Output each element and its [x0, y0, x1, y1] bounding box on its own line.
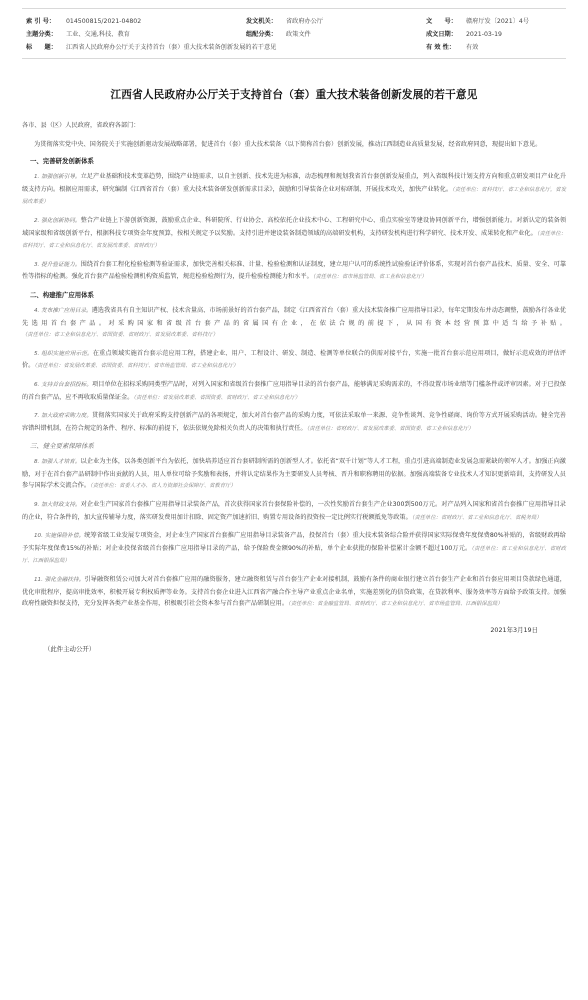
article-lead: 4. 发布推广应用目录。 — [34, 307, 92, 314]
article-paragraph — [22, 171, 566, 209]
article-lead: 6. 支持首台套招投标。 — [34, 381, 92, 388]
article-text: 立足产业基础和技术变革趋势，围绕产业链需求，以自主创新、技术先进为标准，动态梳理和规划我省首台套创新发展重点，列入省级科技计划支持方向和重点研发项目产业化升级支持方向。根据应用需求，研究编制《江西省首台（套）重大技术装备研发创新需求目录》，鼓励和引导装备企业对标研制、开展技术攻关，加快产业转化。 — [22, 173, 567, 193]
meta-value: 2021-03-19 — [466, 31, 502, 38]
article-text: 在重点领域实施首台套示范应用工程，搭建企业、用户、工程设计、研发、制造、检测等单位联合的供需对接平台，实施一批首台套示范应用项目，做好示范成效的评估评价。 — [22, 349, 566, 370]
responsible-units: （责任单位：省工业和信息化厅、省财政厅、江西银保监局） — [22, 545, 566, 565]
article-paragraph — [22, 530, 566, 568]
intro-paragraph: 为贯彻落实党中央、国务院关于实施创新驱动发展战略部署，促进首台（套）重大技术装备（以下简称首台套）创新发展，推动江西制造业高质量发展，经省政府同意，现提出如下意见。 — [34, 140, 542, 148]
responsible-units: （责任单位：省科技厅、省工业和信息化厅、省发展改革委、省财政厅） — [22, 230, 566, 250]
responsible-units: （责任单位：省工业和信息化厅、省国资委、省财政厅、省发展改革委、省科技厅） — [22, 332, 218, 339]
meta-row — [26, 28, 562, 41]
meta-value: 有效 — [466, 44, 479, 51]
article-lead: 3. 提升验证能力。 — [34, 261, 81, 268]
article-paragraph — [22, 410, 566, 435]
meta-key: 主题分类： — [26, 31, 57, 38]
article-lead: 2. 强化创新协同。 — [34, 217, 81, 224]
responsible-units: （责任单位：省金融监管局、省财政厅、省工业和信息化厅、省市场监管局、江西银保监局） — [288, 601, 503, 608]
article-lead: 11. 强化金融扶持。 — [34, 577, 85, 584]
responsible-units: （责任单位：省科技厅、省工业和信息化厅，省发展改革委） — [22, 186, 566, 206]
article-text: 贯彻落实国家关于政府采购支持创新产品的各项规定，加大对首台套产品的采购力度，可依法采取单一来源、竞争性谈判、竞争性磋商、询价等方式开展采购活动。健全完善容错纠错机制，在符合规定的条件、程序、标准的前提下，依法依规免除相关负责人的决策和执行责任。 — [22, 412, 566, 432]
meta-row — [26, 41, 562, 54]
article-paragraph — [22, 305, 566, 342]
article-text: 遴选我省具有自主知识产权、技术含量高、市场前景好的首台套产品，制定《江西省首台（套）重大技术装备推广应用指导目录》，每年定期发布并动态调整，鼓励各行各业优先选用首台套产品。对采购国家和省级首台套产品的省属国有企业，在依法合规的前提下，从国有资本经营预算中适当给予补贴。 — [22, 306, 566, 327]
responsible-units: （责任单位：省发展改革委、省国资委、省财政厅、省工业和信息化厅） — [133, 394, 301, 401]
article-lead: 10. 实施保险补偿。 — [34, 533, 85, 540]
article-text: 整合产业链上下游创新资源，鼓励重点企业、科研院所、行业协会、高校依托企业技术中心、工程研究中心、重点实验室等建设协同创新平台，增强创新能力。对新认定的装备领域国家级和省级创新平台，根据科技专项资金年度预算，按相关规定予以奖励。支持引进并建设装备制造领域的高端研发机构，支持研发机构进行科学研究、技术开发、成果转化和产业化。 — [22, 216, 567, 237]
article-paragraph — [22, 379, 566, 404]
article-paragraph — [22, 215, 566, 253]
article-paragraph — [22, 348, 566, 373]
meta-key: 有 效 性： — [426, 44, 456, 51]
article-text: 以企业为主体，以各类创新平台为依托，加快培养适应首台套研制所需的创新型人才。依托省“双千计划”等人才工程，重点引进高端制造业发展急需紧缺的领军人才。加强正向激励，对于在首台套产品研制中作出贡献的人员，用人单位可给予奖励和表扬，并将认定结果作为主要研发人员考核、晋升和职称聘用的依据。加强高端装备专业技术人才知识更新培训，支持研发人员参与国际学术交流合作。 — [22, 458, 566, 490]
responsible-units: （责任单位：省发展改革委、省国资委、省科技厅、省市场监管局、省工业和信息化厅） — [34, 363, 239, 370]
meta-row — [26, 15, 562, 28]
meta-key: 组配分类： — [246, 31, 277, 38]
responsible-units: （责任单位：省市场监管局、省工业和信息化厅） — [312, 274, 427, 281]
article-paragraph — [22, 456, 566, 493]
meta-value: 工业、交通,科技、教育 — [66, 31, 130, 38]
article-paragraph — [22, 259, 566, 284]
article-lead: 9. 加大财政支持。 — [34, 502, 81, 509]
responsible-units: （责任单位：省委人才办、省人力资源社会保障厅、省教育厅） — [90, 483, 236, 490]
meta-value: 江西省人民政府办公厅关于支持首台（套）重大技术装备创新发展的若干意见 — [66, 44, 277, 51]
article-lead: 7. 加大政府采购力度。 — [34, 413, 92, 420]
salutation: 各市、县（区）人民政府，省政府各部门： — [22, 122, 140, 129]
responsible-units: （责任单位：省财政厅、省发展改革委、省国资委、省工业和信息化厅） — [306, 425, 474, 432]
article-paragraph — [22, 499, 566, 524]
meta-value: 政策文件 — [286, 31, 311, 38]
section-heading: 三、健全要素保障体系 — [30, 442, 94, 451]
article-lead: 5. 组织实施应用示范。 — [34, 350, 93, 357]
document-meta-table — [22, 8, 566, 59]
article-paragraph — [22, 574, 566, 611]
responsible-units: （责任单位：省财政厅、省工业和信息化厅、省税务局） — [411, 514, 542, 521]
meta-key: 文 号： — [426, 18, 457, 25]
article-text: 项目单位在招标采购同类型产品时，对列入国家和省级首台套推广应用指导目录的首台套产品，能够满足采购需求的，不得设置市场业绩等门槛条件或评审因素。对于已投保的首台套产品，应不再收取质量保证金。 — [22, 380, 566, 401]
article-lead: 1. 加强创新引导。 — [34, 174, 81, 181]
article-text: 统筹省级工业发展专项资金，对企业生产国家首台套推广应用指导目录装备产品，投保首台（套）重大技术装备综合险并获得国家实际保费年度保费80%补贴的，省级财政再给予实际年度保费15%的补贴；对企业投保省级首台套推广应用指导目录的产品，给予保险费金额90%的补贴，单个企业获批的保险补偿累计金额不超过100万元。 — [22, 532, 566, 552]
article-lead: 8. 加强人才培育。 — [34, 459, 81, 466]
article-text: 围绕首台套工程化检验检测等验证需求，加快完善相关标准、计量、检验检测和认证制度，建立用户认可的系统性试验验证评价体系，实现对首台套产品技术、质量、安全、可靠性等指标的检测。强化首台套产品检验检测机构资质监管，规范检验检测行为，提升检验检测能力和水平。 — [22, 260, 567, 281]
issue-date: 2021年3月19日 — [490, 625, 538, 634]
meta-key: 发文机关： — [246, 18, 277, 25]
article-text: 引导融资租赁公司加大对首台套推广应用的融资服务，建立融资租赁与首台套生产企业对接机制，鼓励有条件的商业银行建立首台套生产企业和首台套应用项目贷款绿色通道，优化审批程序，提高审批效率，积极开展专利权质押等业务。支持首台套企业进入江西省产融合作主导产业重点企业名单，实施差别化的信贷政策，在贷款利率、服务效率等方面给予政策支持。加强政府性融资担保支持，充分发挥各类产业基金作用，积极吸引社会资本参与首台套产品研制应用。 — [22, 576, 566, 608]
document-title: 江西省人民政府办公厅关于支持首台（套）重大技术装备创新发展的若干意见 — [110, 89, 478, 101]
article-text: 对企业生产国家首台套推广应用指导目录装备产品，首次获得国家首台套保险补偿的，一次性奖励首台套生产企业300到500万元。对产品列入国家和省首台套推广应用指导目录的企业，符合条件的，加大宣传辅导力度，落实研发费用加计扣除、固定资产加速折旧、购置专用设备的投资按一定比例实行税额抵免等政策。 — [22, 501, 566, 521]
section-heading: 二、构建推广应用体系 — [30, 290, 94, 299]
meta-value: 赣府厅发〔2021〕4号 — [466, 18, 529, 25]
meta-key: 标 题： — [26, 44, 57, 51]
meta-value: 014500815/2021-04802 — [66, 18, 142, 25]
meta-key: 成文日期： — [426, 31, 457, 38]
meta-key: 索 引 号： — [26, 18, 56, 25]
section-heading: 一、完善研发创新体系 — [30, 157, 94, 166]
publication-note: （此件主动公开） — [44, 644, 96, 653]
meta-value: 省政府办公厅 — [286, 18, 324, 25]
